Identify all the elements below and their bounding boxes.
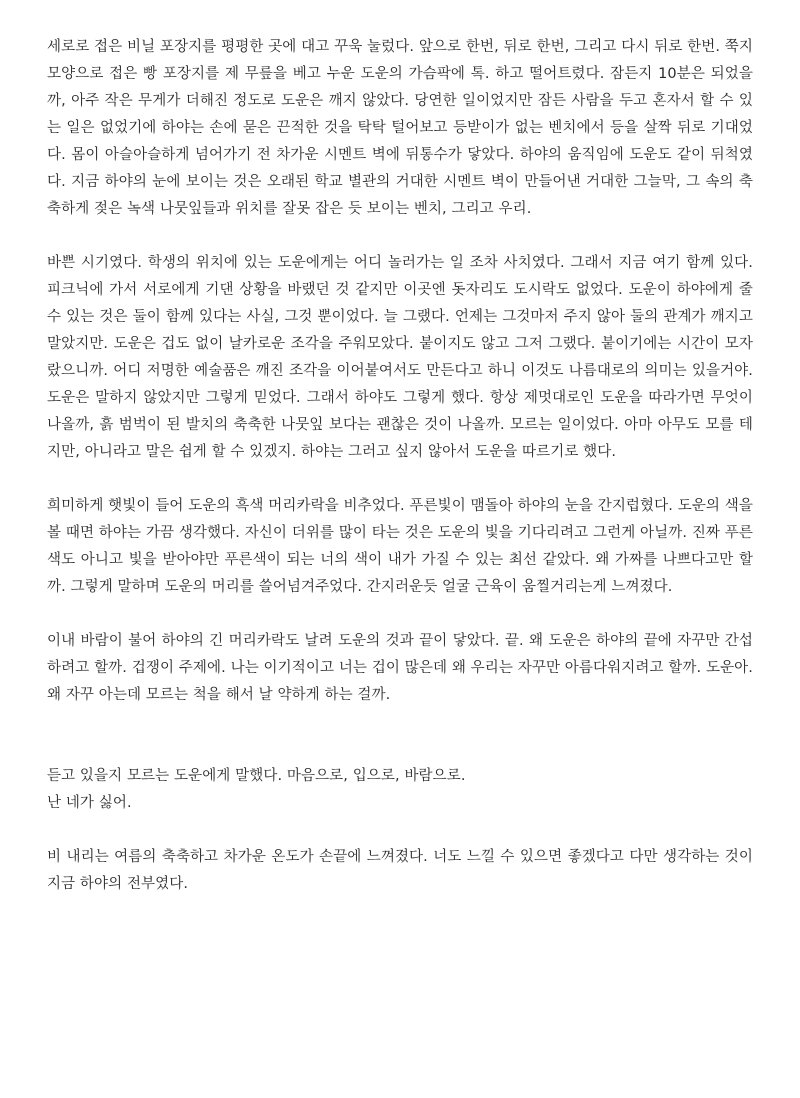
paragraph-2: 바쁜 시기였다. 학생의 위치에 있는 도운에게는 어디 놀러가는 일 조차 사치였다. 그래서 지금 여기 함께 있다. 피크닉에 가서 서로에게 기댄 상황을 바랬던 것 같지만 이곳엔 돗자리도 도시락도 없었다. 도운이 하야에게 줄 수 있는 것은 둘이 함께 있다는 사실, 그것 뿐이었다. 늘 그랬다. 언제는 그것마저 주지 않아 둘의 관계가 깨지고 말았지만. 도운은 겁도 없이 날카로운 조각을 주워모았다. 붙이지도 않고 그저 그랬다. 붙이기에는 시간이 모자랐으니까. 어디 저명한 예술품은 깨진 조각을 이어붙여서도 만든다고 하니 이것도 나름대로의 의미는 있을거야. 도운은 말하지 않았지만 그렇게 믿었다. 그래서 하야도 그렇게 했다. 항상 제멋대로인 도운을 따라가면 무엇이 나올까, 흙 범벅이 된 발치의 축축한 나뭇잎 보다는 괜찮은 것이 나올까. 모르는 일이었다. 아마 아무도 모를 테지만, 아니라고 말은 쉽게 할 수 있겠지. 하야는 그러고 싶지 않아서 도운을 따르기로 했다. xyxy=(47,255,753,460)
dialogue-block xyxy=(47,763,753,817)
dialogue-line-2: 난 네가 싫어. xyxy=(47,795,132,811)
dialogue-line-1: 듣고 있을지 모르는 도운에게 말했다. 마음으로, 입으로, 바람으로. xyxy=(47,768,466,784)
paragraph-4: 이내 바람이 불어 하야의 긴 머리카락도 날려 도운의 것과 끝이 닿았다. 끝. 왜 도운은 하야의 끝에 자꾸만 간섭하려고 할까. 겁쟁이 주제에. 나는 이기적이고 너는 겁이 많은데 왜 우리는 자꾸만 아름다워지려고 할까. 도운아. 왜 자꾸 아는데 모르는 척을 해서 날 약하게 하는 걸까. xyxy=(47,633,753,703)
paragraph-3: 희미하게 햇빛이 들어 도운의 흑색 머리카락을 비추었다. 푸른빛이 맴돌아 하야의 눈을 간지럽혔다. 도운의 색을 볼 때면 하야는 가끔 생각했다. 자신이 더위를 많이 타는 것은 도운의 빛을 기다리려고 그런게 아닐까. 진짜 푸른색도 아니고 빛을 받아야만 푸른색이 되는 너의 색이 내가 가질 수 있는 최선 같았다. 왜 가짜를 나쁘다고만 할까. 그렇게 말하며 도운의 머리를 쓸어넘겨주었다. 간지러운듯 얼굴 근육이 움찔거리는게 느껴졌다. xyxy=(47,498,753,595)
paragraph-1: 세로로 접은 비닐 포장지를 평평한 곳에 대고 꾸욱 눌렀다. 앞으로 한번, 뒤로 한번, 그리고 다시 뒤로 한번. 쭉지 모양으로 접은 빵 포장지를 제 무릎을 베고 누운 도운의 가슴팍에 톡. 하고 떨어트렸다. 잠든지 10분은 되었을까, 아주 작은 무게가 더해진 정도로 도운은 깨지 않았다. 당연한 일이었지만 잠든 사람을 두고 혼자서 할 수 있는 일은 없었기에 하야는 손에 묻은 끈적한 것을 탁탁 털어보고 등받이가 없는 벤치에서 등을 살짝 뒤로 기대었다. 몸이 아슬아슬하게 넘어가기 전 차가운 시멘트 벽에 뒤통수가 닿았다. 하야의 움직임에 도운도 같이 뒤척였다. 지금 하야의 눈에 보이는 것은 오래된 학교 별관의 거대한 시멘트 벽이 만들어낸 거대한 그늘막, 그 속의 축축하게 젖은 녹색 나뭇잎들과 위치를 잘못 잡은 듯 보이는 벤치, 그리고 우리. xyxy=(47,39,753,217)
closing-paragraph: 비 내리는 여름의 축축하고 차가운 온도가 손끝에 느껴졌다. 너도 느낄 수 있으면 좋겠다고 다만 생각하는 것이 지금 하야의 전부였다. xyxy=(47,849,753,892)
